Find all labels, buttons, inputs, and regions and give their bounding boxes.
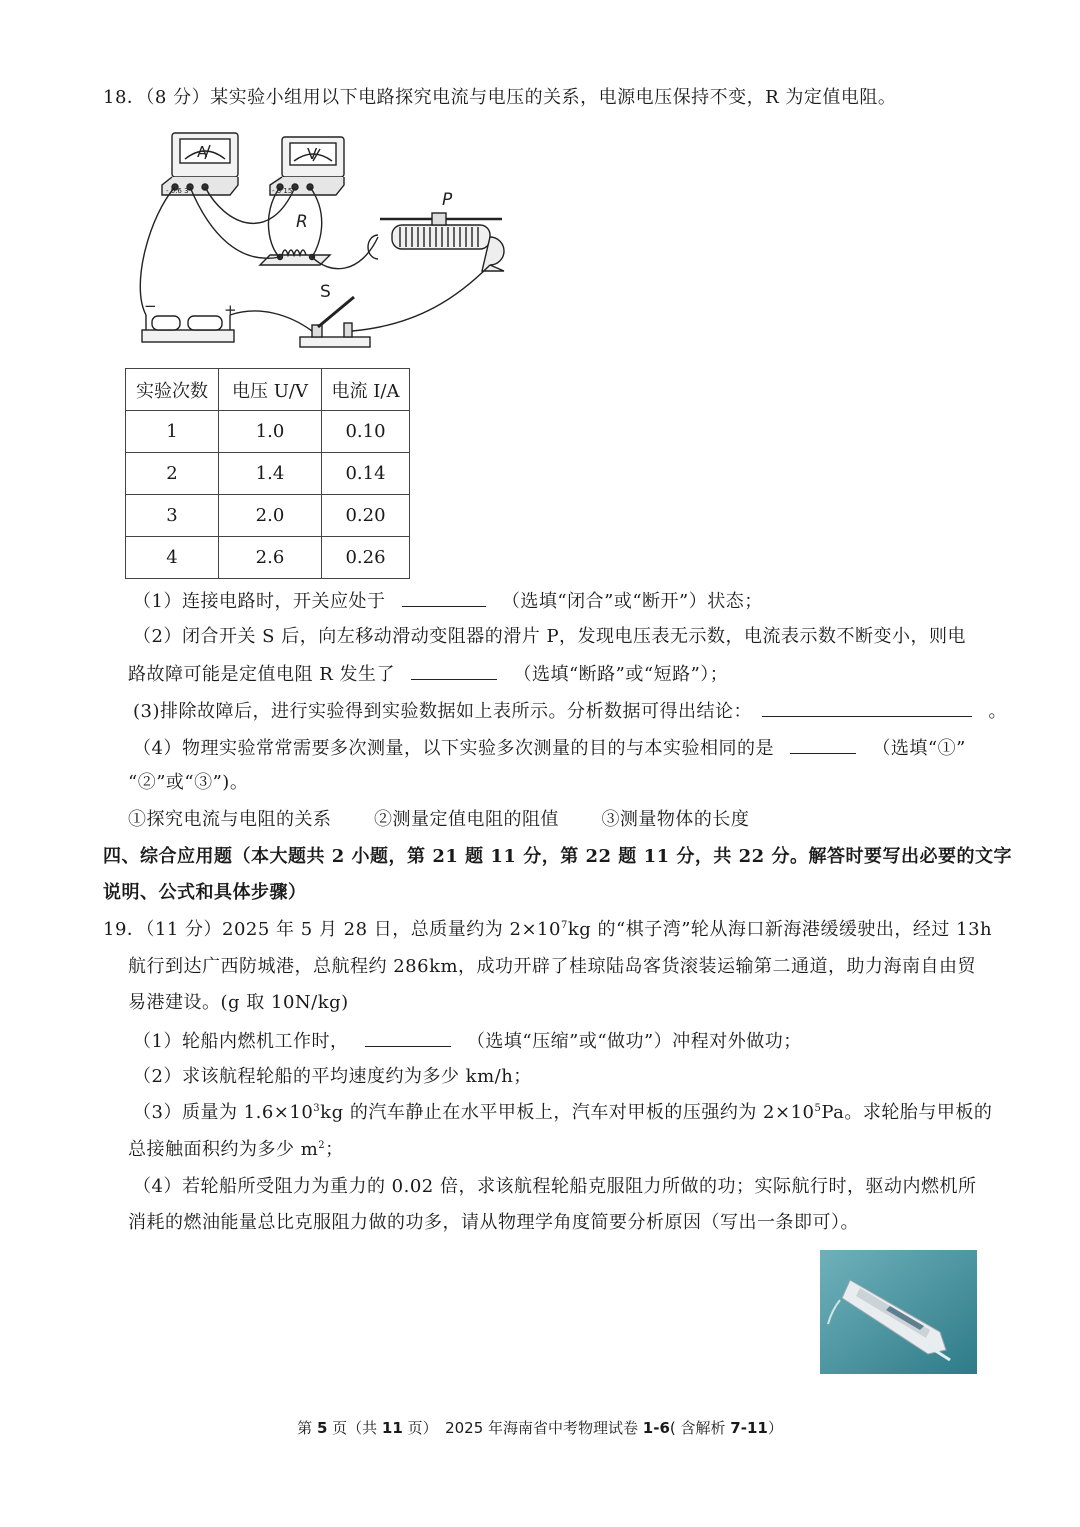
q19-part1-text: （1）轮船内燃机工作时， — [133, 1031, 349, 1052]
q18-part4-line1 — [133, 735, 966, 761]
table-header: 实验次数 — [126, 369, 219, 411]
q18-part2-hint: （选填“断路”或“短路”）； — [513, 664, 729, 685]
table-cell: 2 — [126, 453, 219, 495]
page-number: 5 — [316, 1419, 328, 1437]
footer-text: 页（共 — [327, 1419, 382, 1437]
slider-label: P — [442, 190, 453, 210]
option-2: ②测量定值电阻的阻值 — [373, 809, 559, 830]
q18-stem: 18．（8 分）某实验小组用以下电路探究电流与电压的关系，电源电压保持不变，R 为定值电阻。 — [103, 87, 897, 108]
table-cell: 0.26 — [322, 537, 410, 579]
q19-stem-line2: 航行到达广西防城港，总航程约 286km，成功开辟了桂琼陆岛客货滚装运输第二通道，助力海南自由贸 — [128, 956, 977, 977]
rheostat — [368, 213, 504, 271]
table-cell: 0.20 — [322, 495, 410, 537]
ammeter-label: A — [197, 143, 208, 161]
table-header: 电压 U/V — [219, 369, 322, 411]
resistor-label: R — [296, 212, 308, 232]
q18-part3-text: (3)排除故障后，进行实验得到实验数据如上表所示。分析数据可得出结论： — [133, 701, 752, 722]
q18-part2-line2 — [128, 661, 728, 687]
table-row — [126, 411, 410, 453]
footer-text: ( 含解析 — [669, 1419, 731, 1437]
circuit-diagram — [130, 125, 510, 355]
table-cell: 1.4 — [219, 453, 322, 495]
table-cell: 0.10 — [322, 411, 410, 453]
q19-stem-line3: 易港建设。(g 取 10N/kg) — [128, 992, 349, 1013]
q18-part3-end: 。 — [988, 701, 1007, 722]
page-total: 11 — [381, 1419, 403, 1437]
footer-text: ） — [767, 1419, 783, 1437]
answer-blank[interactable] — [762, 698, 972, 717]
q19-text: kg 的“棋子湾”轮从海口新海港缓缓驶出，经过 13h — [567, 919, 993, 940]
exponent: 5 — [814, 1103, 822, 1114]
answer-blank[interactable] — [411, 661, 497, 680]
table-row — [126, 453, 410, 495]
table-header-row — [126, 369, 410, 411]
q18-part3 — [133, 698, 1007, 724]
table-header: 电流 I/A — [322, 369, 410, 411]
q19-text: kg 的汽车静止在水平甲板上，汽车对甲板的压强约为 2×10 — [320, 1102, 815, 1123]
q19-part1-hint: （选填“压缩”或“做功”）冲程对外做功； — [466, 1031, 802, 1052]
q18-part4-text: （4）物理实验常常需要多次测量，以下实验多次测量的目的与本实验相同的是 — [133, 738, 774, 759]
q19-part4-line1: （4）若轮船所受阻力为重力的 0.02 倍，求该航程轮船克服阻力所做的功；实际航行时，驱动内燃机所 — [133, 1176, 977, 1197]
answer-blank[interactable] — [402, 588, 486, 607]
switch — [300, 297, 370, 347]
q19-text: 总接触面积约为多少 m — [128, 1139, 319, 1160]
q18-part1-text: （1）连接电路时，开关应处于 — [133, 591, 386, 612]
answer-blank[interactable] — [790, 735, 856, 754]
answer-blank[interactable] — [365, 1028, 451, 1047]
table-cell: 2.6 — [219, 537, 322, 579]
section-heading: 四、综合应用题（本大题共 2 小题，第 21 题 11 分，第 22 题 11 分，共 22 分。解答时要写出必要的文字 — [103, 846, 1012, 867]
q19-part3-line2 — [128, 1138, 344, 1162]
q19-text: （3）质量为 1.6×10 — [133, 1102, 314, 1123]
q19-text: 19．（11 分）2025 年 5 月 28 日，总质量约为 2×10 — [103, 919, 561, 940]
table-cell: 3 — [126, 495, 219, 537]
battery — [142, 315, 234, 342]
voltmeter-terminals: - 3 15 — [272, 187, 293, 195]
footer-range: 1-6 — [642, 1419, 670, 1437]
q19-part2: （2）求该航程轮船的平均速度约为多少 km/h； — [133, 1066, 532, 1087]
battery-minus: − — [144, 297, 157, 315]
table-row — [126, 495, 410, 537]
q19-part1 — [133, 1028, 802, 1054]
footer-range: 7-11 — [730, 1419, 768, 1437]
q19-part4-line2: 消耗的燃油能量总比克服阻力做的功多，请从物理学角度简要分析原因（写出一条即可）。 — [128, 1212, 859, 1233]
table-cell: 1 — [126, 411, 219, 453]
battery-plus: + — [224, 301, 237, 319]
footer-text: 页） 2025 年海南省中考物理试卷 — [402, 1419, 643, 1437]
exponent: 3 — [313, 1103, 321, 1114]
ship-photo — [820, 1250, 977, 1374]
table-cell: 0.14 — [322, 453, 410, 495]
page-footer — [0, 1417, 1080, 1438]
q19-stem-line1 — [103, 918, 992, 942]
q19-part3-line1 — [133, 1101, 992, 1125]
q18-options — [128, 808, 749, 832]
q19-text: Pa。求轮胎与甲板的 — [821, 1102, 993, 1123]
table-cell: 2.0 — [219, 495, 322, 537]
table-cell: 1.0 — [219, 411, 322, 453]
q18-part2-text: 路故障可能是定值电阻 R 发生了 — [128, 664, 395, 685]
q18-part1 — [133, 588, 763, 614]
table-cell: 4 — [126, 537, 219, 579]
footer-text: 第 — [297, 1419, 317, 1437]
section-heading-2: 说明、公式和具体步骤） — [103, 882, 307, 903]
exponent: 7 — [560, 920, 568, 931]
q18-part1-hint: （选填“闭合”或“断开”）状态； — [501, 591, 763, 612]
q18-part2-line1: （2）闭合开关 S 后，向左移动滑动变阻器的滑片 P，发现电压表无示数，电流表示数不断变小，则电 — [133, 626, 967, 647]
q18-part4-line2: “②”或“③”)。 — [128, 772, 249, 793]
voltmeter-label: V — [307, 145, 318, 163]
ammeter-terminals: - 0.6 3 — [166, 187, 189, 195]
option-3: ③测量物体的长度 — [601, 809, 750, 830]
table-row — [126, 537, 410, 579]
exponent: 2 — [318, 1140, 326, 1151]
q18-part4-hint: （选填“①” — [872, 738, 966, 759]
switch-label: S — [320, 282, 331, 302]
data-table — [125, 368, 410, 579]
q19-text: ； — [325, 1139, 344, 1160]
option-1: ①探究电流与电阻的关系 — [128, 809, 332, 830]
